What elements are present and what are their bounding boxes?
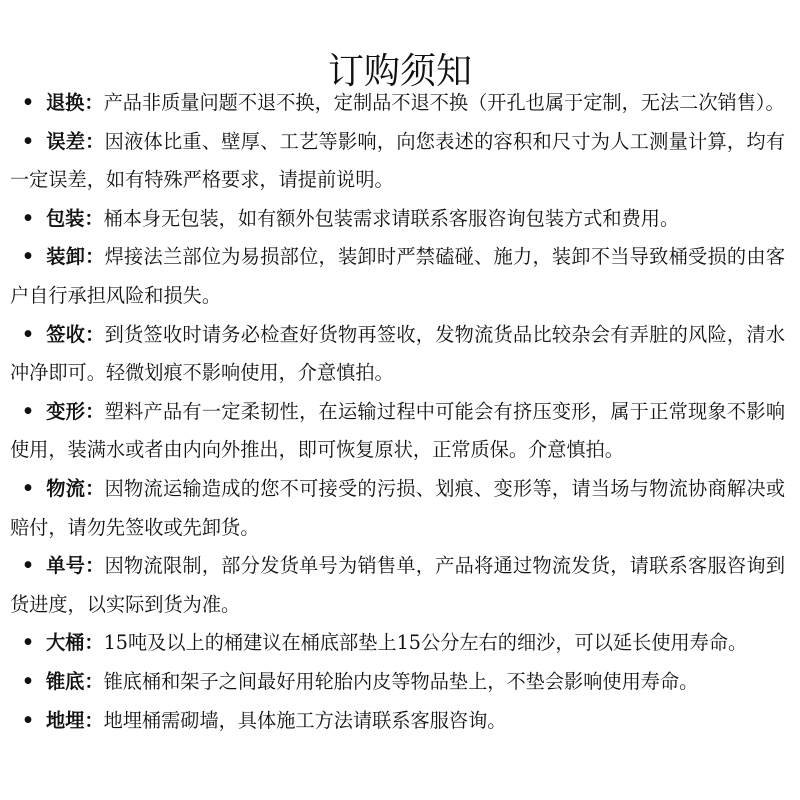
item-label: 锥底： [46, 669, 104, 693]
page-title: 订购须知 [327, 51, 472, 93]
item-text: 塑料产品有一定柔韧性，在运输过程中可能会有挤压变形，属于正常现象不影响使用，装满水或者由内向外推出，即可恢复原状，正常质保。介意慎拍。 [10, 399, 786, 462]
item-label: 误差： [46, 129, 105, 153]
bullet-icon: • [21, 669, 35, 693]
item-label: 物流： [46, 476, 105, 500]
item-label: 签收： [46, 322, 105, 346]
bullet-icon: • [21, 245, 35, 269]
bullet-icon: • [21, 206, 35, 230]
item-text: 15吨及以上的桶建议在桶底部垫上15公分左右的细沙，可以延长使用寿命。 [103, 631, 748, 655]
notice-list [10, 84, 785, 740]
list-item [10, 238, 785, 315]
list-item [10, 393, 785, 470]
bullet-icon: • [21, 708, 35, 732]
bullet-icon: • [21, 399, 35, 423]
bullet-icon: • [21, 554, 35, 578]
item-label: 单号： [46, 554, 105, 578]
list-item [10, 123, 785, 200]
list-item [10, 663, 785, 702]
bullet-icon: • [21, 129, 35, 153]
list-item [10, 200, 785, 239]
item-text: 地埋桶需砌墙，具体施工方法请联系客服咨询。 [103, 708, 507, 732]
list-item [10, 547, 785, 624]
item-label: 变形： [46, 399, 105, 423]
item-text: 锥底桶和架子之间最好用轮胎内皮等物品垫上，不垫会影响使用寿命。 [103, 669, 699, 693]
list-item [10, 702, 785, 741]
item-text: 因物流限制，部分发货单号为销售单，产品将通过物流发货，请联系客服咨询到货进度，以实际到货为准。 [10, 554, 786, 616]
item-text: 桶本身无包装，如有额外包装需求请联系客服咨询包装方式和费用。 [103, 206, 680, 230]
list-item [10, 624, 785, 663]
bullet-icon: • [21, 631, 35, 655]
item-text: 焊接法兰部位为易损部位，装卸时严禁磕碰、施力，装卸不当导致桶受损的由客户自行承担风险和损失。 [10, 245, 786, 307]
item-text: 到货签收时请务必检查好货物再签收，发物流货品比较杂会有弄脏的风险，清水冲净即可。轻微划痕不影响使用，介意慎拍。 [10, 322, 786, 385]
item-text: 产品非质量问题不退不换，定制品不退不换（开孔也属于定制，无法二次销售）。 [103, 91, 785, 114]
bullet-icon: • [21, 476, 35, 500]
list-item [10, 316, 785, 393]
item-label: 地埋： [46, 708, 104, 732]
item-label: 退换： [46, 91, 104, 114]
item-text: 因液体比重、壁厚、工艺等影响，向您表述的容积和尺寸为人工测量计算，均有一定误差，如有特殊严格要求，请提前说明。 [10, 129, 786, 192]
list-item [10, 84, 785, 123]
bullet-icon: • [21, 322, 35, 346]
item-text: 因物流运输造成的您不可接受的污损、划痕、变形等，请当场与物流协商解决或赔付，请勿先签收或先卸货。 [10, 476, 786, 539]
bullet-icon: • [21, 91, 35, 114]
list-item [10, 470, 785, 547]
item-label: 装卸： [46, 245, 105, 269]
item-label: 包装： [46, 206, 104, 230]
item-label: 大桶： [46, 631, 104, 655]
